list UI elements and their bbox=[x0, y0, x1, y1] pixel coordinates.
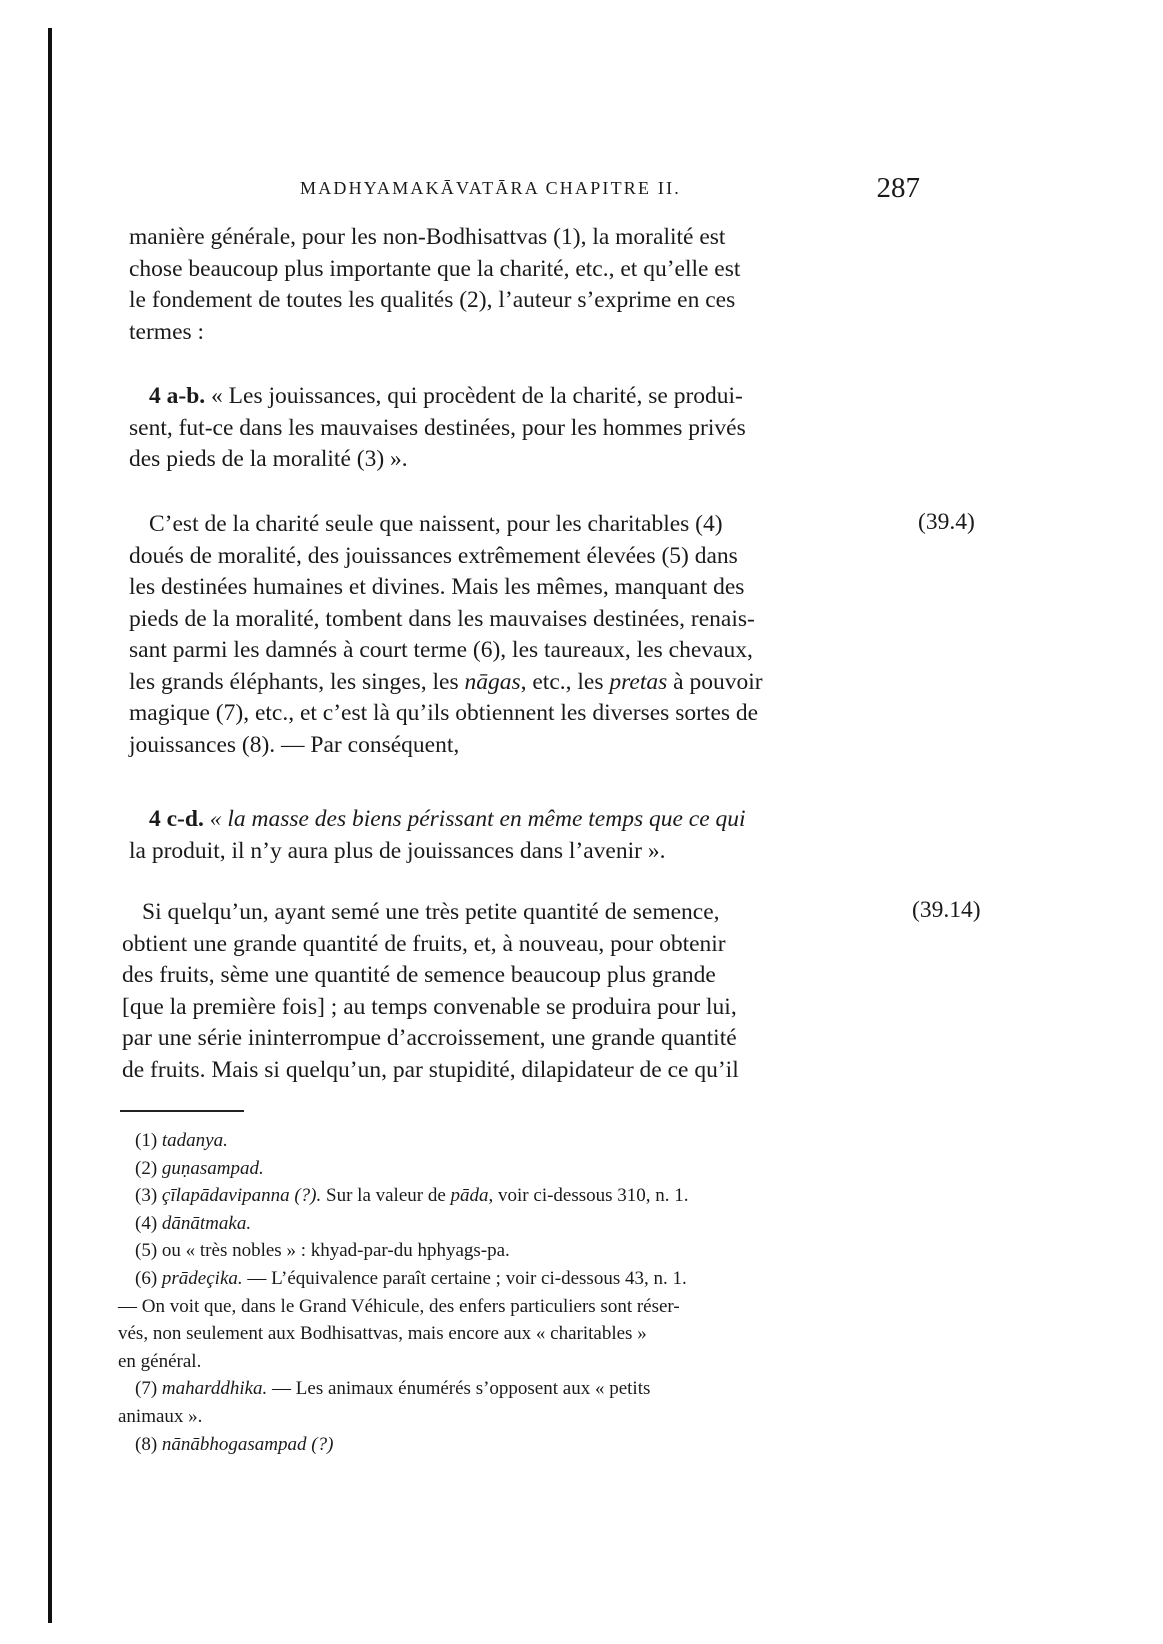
margin-reference: (39.4) bbox=[918, 509, 975, 535]
verse-text: « Les jouissances, qui procèdent de la charité, se produi- bbox=[205, 383, 743, 409]
footnote-6-cont: — On voit que, dans le Grand Véhicule, des enfers particuliers sont réser- bbox=[118, 1295, 680, 1317]
gutter-rule bbox=[48, 28, 52, 1623]
text-line: C’est de la charité seule que naissent, pour les charitables (4) bbox=[149, 511, 723, 537]
paragraph-commentary-2 bbox=[122, 897, 874, 1086]
term-nagas: nāgas bbox=[464, 668, 521, 695]
text-line: Si quelqu’un, ayant semé une très petite quantité de semence, bbox=[142, 899, 720, 925]
paragraph-intro bbox=[129, 222, 874, 348]
text-line: la produit, il n’y aura plus de jouissances dans l’avenir ». bbox=[129, 837, 666, 864]
term-pretas: pretas bbox=[609, 668, 668, 695]
text-line: les grands éléphants, les singes, les nāgas, etc., les pretas à pouvoir bbox=[129, 668, 763, 695]
paragraph-commentary-1 bbox=[129, 509, 874, 761]
margin-reference: (39.14) bbox=[912, 897, 981, 923]
verse-text: « la masse des biens périssant en même temps que ce qui bbox=[203, 806, 746, 832]
footnotes bbox=[118, 1127, 878, 1458]
text-line: des fruits, sème une quantité de semence beaucoup plus grande bbox=[122, 962, 716, 988]
text-line: magique (7), etc., et c’est là qu’ils obtiennent les diverses sortes de bbox=[129, 700, 759, 726]
text-line: [que la première fois] ; au temps convenable se produira pour lui, bbox=[122, 993, 737, 1020]
footnote-7-cont: animaux ». bbox=[118, 1405, 203, 1427]
text-line: obtient une grande quantité de fruits, et, à nouveau, pour obtenir bbox=[122, 930, 726, 957]
text-line: chose beaucoup plus importante que la charité, etc., et qu’elle est bbox=[129, 255, 741, 282]
page-number: 287 bbox=[876, 172, 920, 204]
text-line: de fruits. Mais si quelqu’un, par stupidité, dilapidateur de ce qu’il bbox=[122, 1056, 739, 1083]
text-line: termes : bbox=[129, 318, 205, 345]
text-line: jouissances (8). — Par conséquent, bbox=[129, 731, 460, 758]
footnote-6-cont: vés, non seulement aux Bodhisattvas, mais encore aux « charitables » bbox=[118, 1323, 647, 1345]
running-title: MADHYAMAKĀVATĀRA CHAPITRE II. bbox=[300, 178, 681, 198]
text-line: par une série ininterrompue d’accroissement, une grande quantité bbox=[122, 1025, 737, 1051]
footnote-rule bbox=[120, 1110, 244, 1112]
footnote-5: (5) ou « très nobles » : khyad-par-du hphyags-pa. bbox=[135, 1240, 510, 1262]
text-line: le fondement de toutes les qualités (2), l’auteur s’exprime en ces bbox=[129, 287, 736, 313]
verse-label: 4 c-d. bbox=[149, 806, 204, 832]
verse-4ab bbox=[129, 381, 874, 476]
footnote-7: (7) maharddhika. — Les animaux énumérés s’opposent aux « petits bbox=[135, 1378, 651, 1400]
text-line: pieds de la moralité, tombent dans les mauvaises destinées, renais- bbox=[129, 605, 755, 632]
text-line: sent, fut-ce dans les mauvaises destinées, pour les hommes privés bbox=[129, 414, 746, 441]
verse-4cd bbox=[129, 804, 874, 867]
text-line: les destinées humaines et divines. Mais les mêmes, manquant des bbox=[129, 574, 745, 600]
footnote-1: (1) tadanya. bbox=[135, 1130, 228, 1151]
footnote-2: (2) guṇasampad. bbox=[135, 1157, 264, 1179]
footnote-4: (4) dānātmaka. bbox=[135, 1212, 252, 1234]
page-header bbox=[300, 172, 920, 212]
verse-label: 4 a-b. bbox=[149, 383, 206, 409]
text-line: des pieds de la moralité (3) ». bbox=[129, 446, 408, 472]
text-line: manière générale, pour les non-Bodhisattvas (1), la moralité est bbox=[129, 224, 726, 250]
footnote-3: (3) çīlapādavipanna (?). Sur la valeur de pāda, voir ci-dessous 310, n. 1. bbox=[135, 1185, 689, 1207]
footnote-8: (8) nānābhogasampad (?) bbox=[135, 1433, 334, 1455]
footnote-6: (6) prādeçika. — L’équivalence paraît certaine ; voir ci-dessous 43, n. 1. bbox=[135, 1267, 687, 1289]
text-line: doués de moralité, des jouissances extrêmement élevées (5) dans bbox=[129, 542, 738, 569]
footnote-6-cont: en général. bbox=[118, 1350, 202, 1372]
text-line: sant parmi les damnés à court terme (6), les taureaux, les chevaux, bbox=[129, 637, 753, 663]
